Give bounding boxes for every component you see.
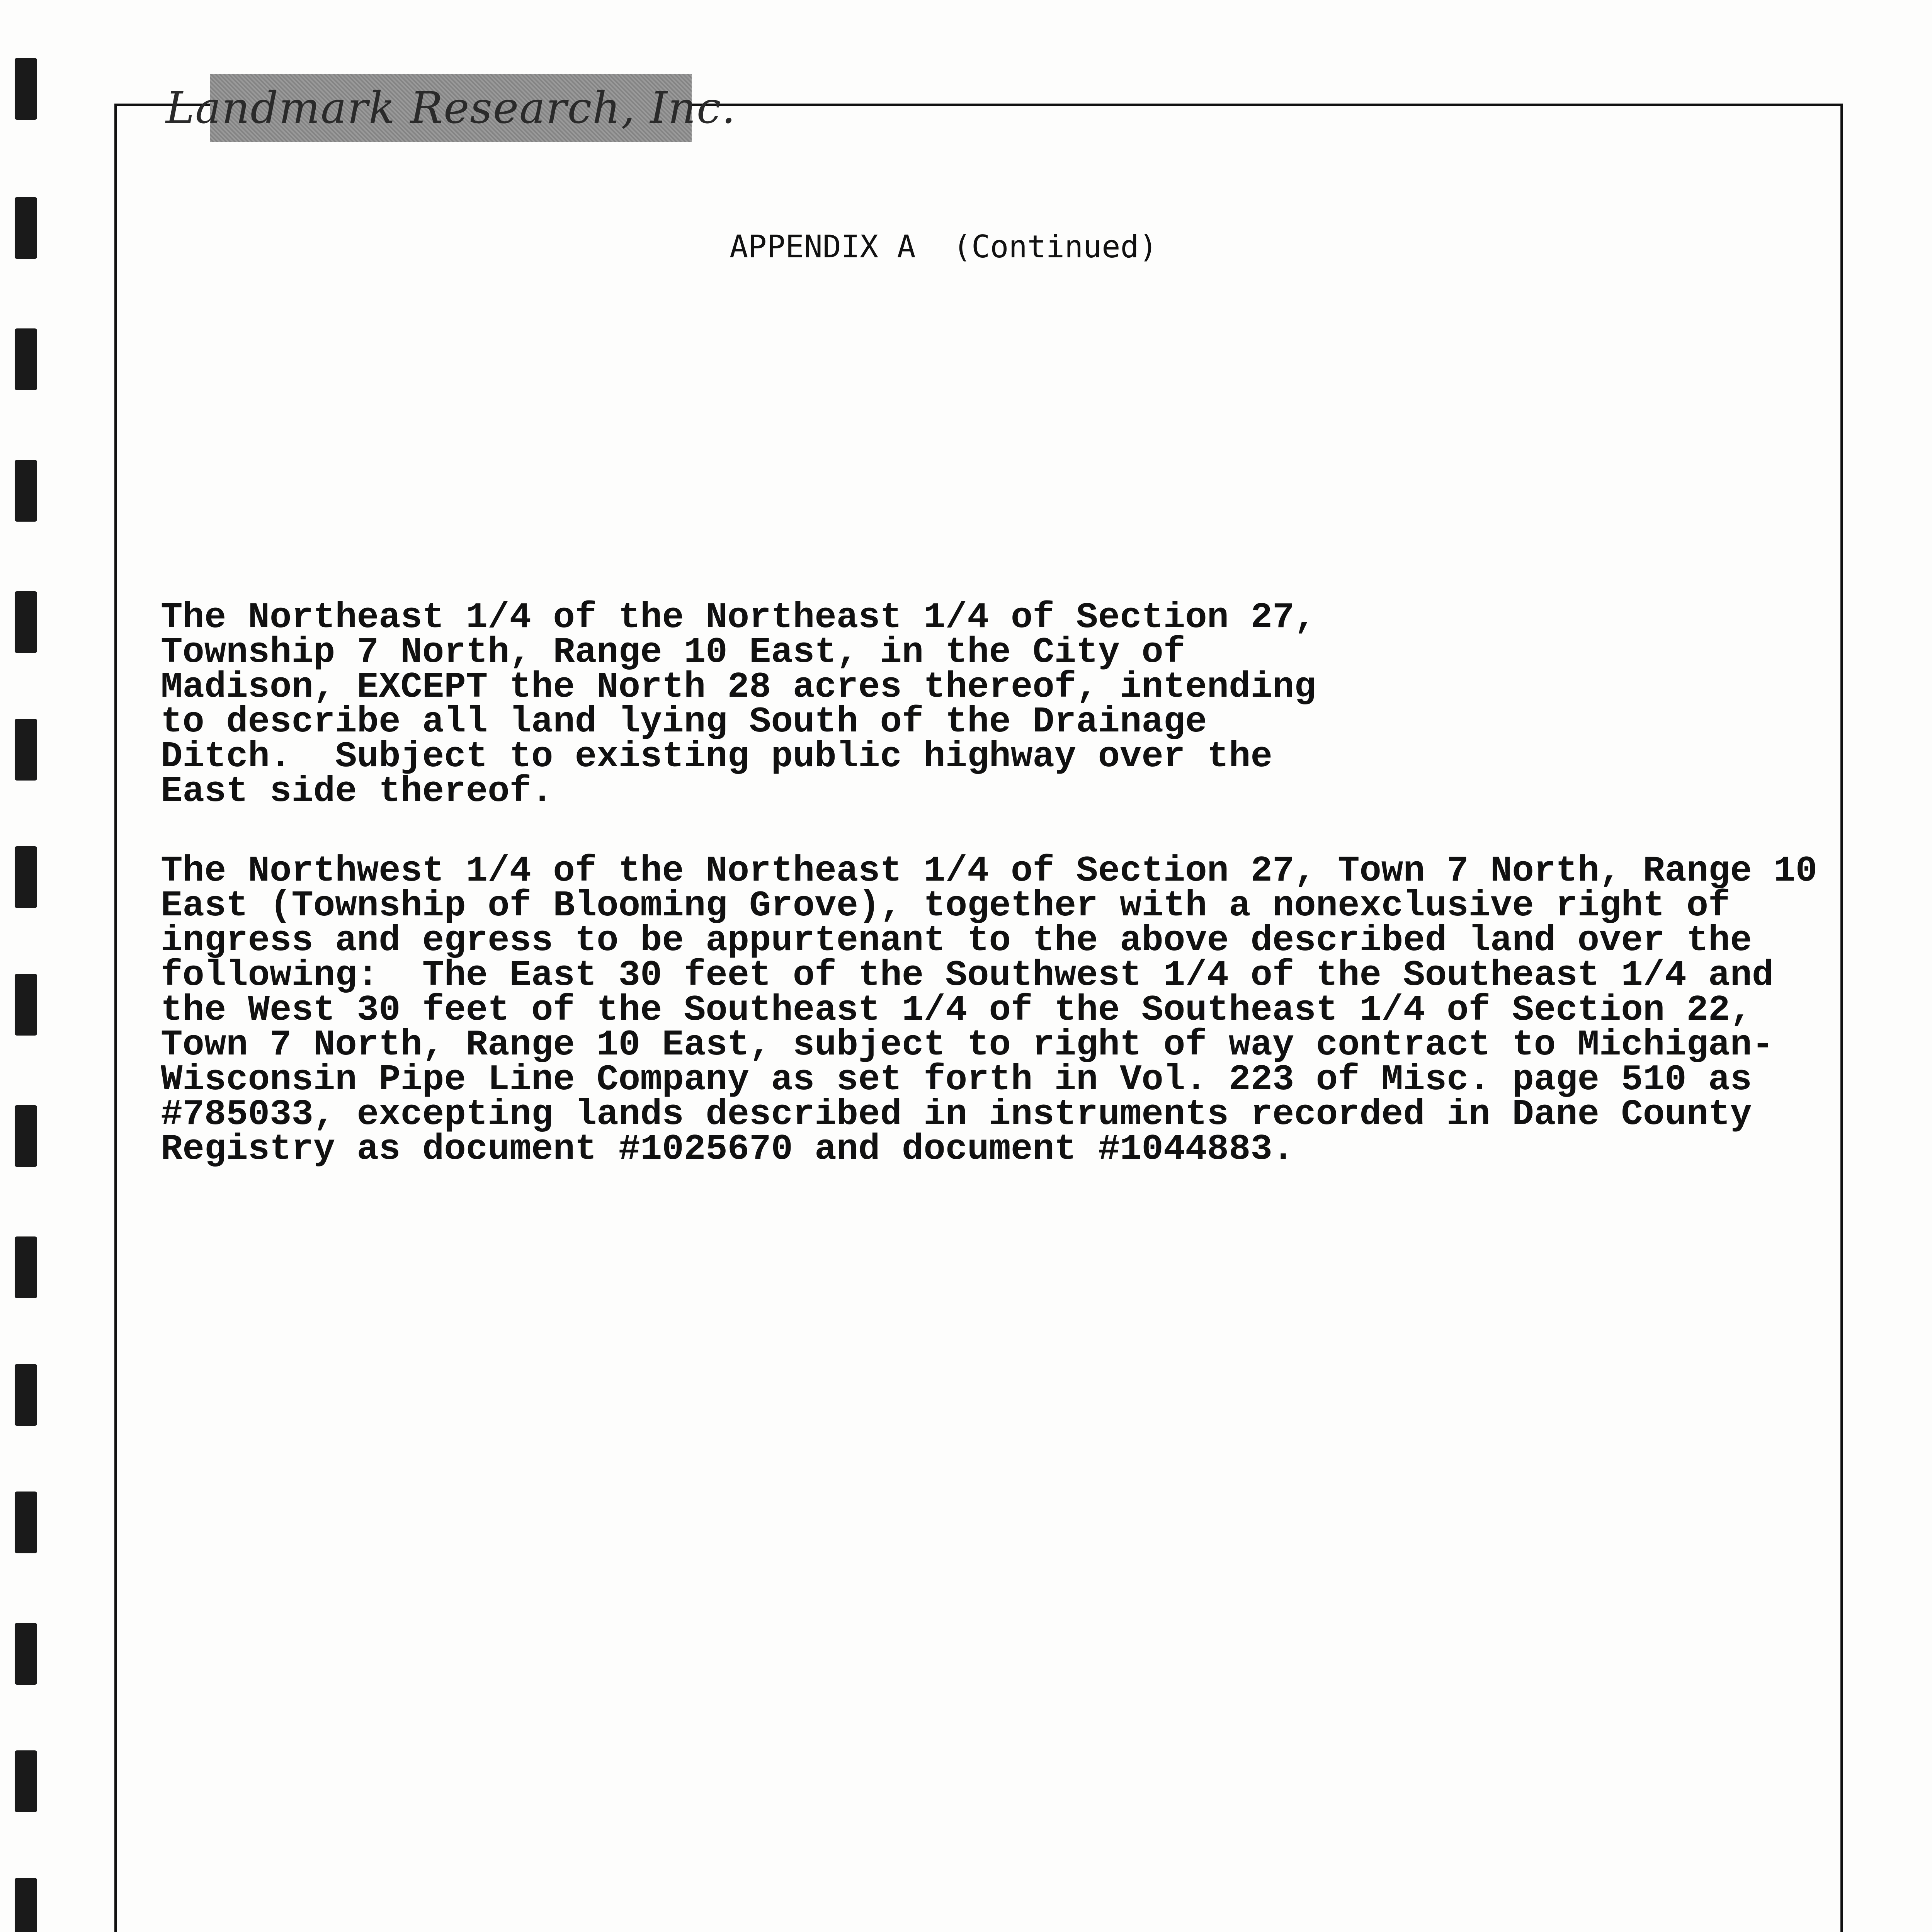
binding-hole	[15, 1623, 37, 1685]
binding-hole	[15, 974, 37, 1036]
paragraph-line: #785033, excepting lands described in instruments recorded in Dane County	[161, 1094, 1752, 1135]
paragraph-line: following: The East 30 feet of the Southwest 1/4 of the Southeast 1/4 and	[161, 955, 1774, 996]
binding-hole	[15, 1236, 37, 1298]
binding-hole	[15, 846, 37, 908]
paragraph-line: Wisconsin Pipe Line Company as set forth in Vol. 223 of Misc. page 510 as	[161, 1060, 1752, 1100]
legal-description-paragraph	[161, 597, 1316, 812]
paragraph-line: East side thereof.	[161, 771, 553, 812]
paragraph-line: Ditch. Subject to existing public highway over the	[161, 736, 1272, 777]
paragraph-line: Madison, EXCEPT the North 28 acres thereof, intending	[161, 667, 1316, 708]
paragraph-line: The Northwest 1/4 of the Northeast 1/4 of Section 27, Town 7 North, Range 10	[161, 851, 1818, 892]
binding-hole	[15, 1878, 37, 1932]
paragraph-line: to describe all land lying South of the Drainage	[161, 702, 1207, 743]
binding-hole	[15, 719, 37, 781]
paragraph-line: Town 7 North, Range 10 East, subject to right of way contract to Michigan-	[161, 1025, 1774, 1066]
company-logo	[165, 74, 736, 142]
paragraph-line: Township 7 North, Range 10 East, in the City of	[161, 632, 1185, 673]
binding-hole	[15, 1364, 37, 1426]
paragraph-line: ingress and egress to be appurtenant to the above described land over the	[161, 920, 1752, 961]
paragraph-line: the West 30 feet of the Southeast 1/4 of the Southeast 1/4 of Section 22,	[161, 990, 1752, 1031]
binding-hole	[15, 328, 37, 390]
binding-hole	[15, 460, 37, 522]
binding-hole	[15, 1492, 37, 1553]
binding-hole	[15, 197, 37, 259]
legal-description-paragraph	[161, 851, 1818, 1170]
paragraph-line: Registry as document #1025670 and document #1044883.	[161, 1129, 1294, 1170]
page-title: APPENDIX A (Continued)	[730, 229, 1158, 265]
binding-hole	[15, 1750, 37, 1812]
logo-text: Landmark Research, Inc.	[165, 83, 736, 133]
paragraph-line: The Northeast 1/4 of the Northeast 1/4 of Section 27,	[161, 597, 1316, 638]
binding-hole	[15, 58, 37, 120]
binding-hole	[15, 591, 37, 653]
paragraph-line: East (Township of Blooming Grove), together with a nonexclusive right of	[161, 886, 1730, 927]
binding-hole	[15, 1105, 37, 1167]
